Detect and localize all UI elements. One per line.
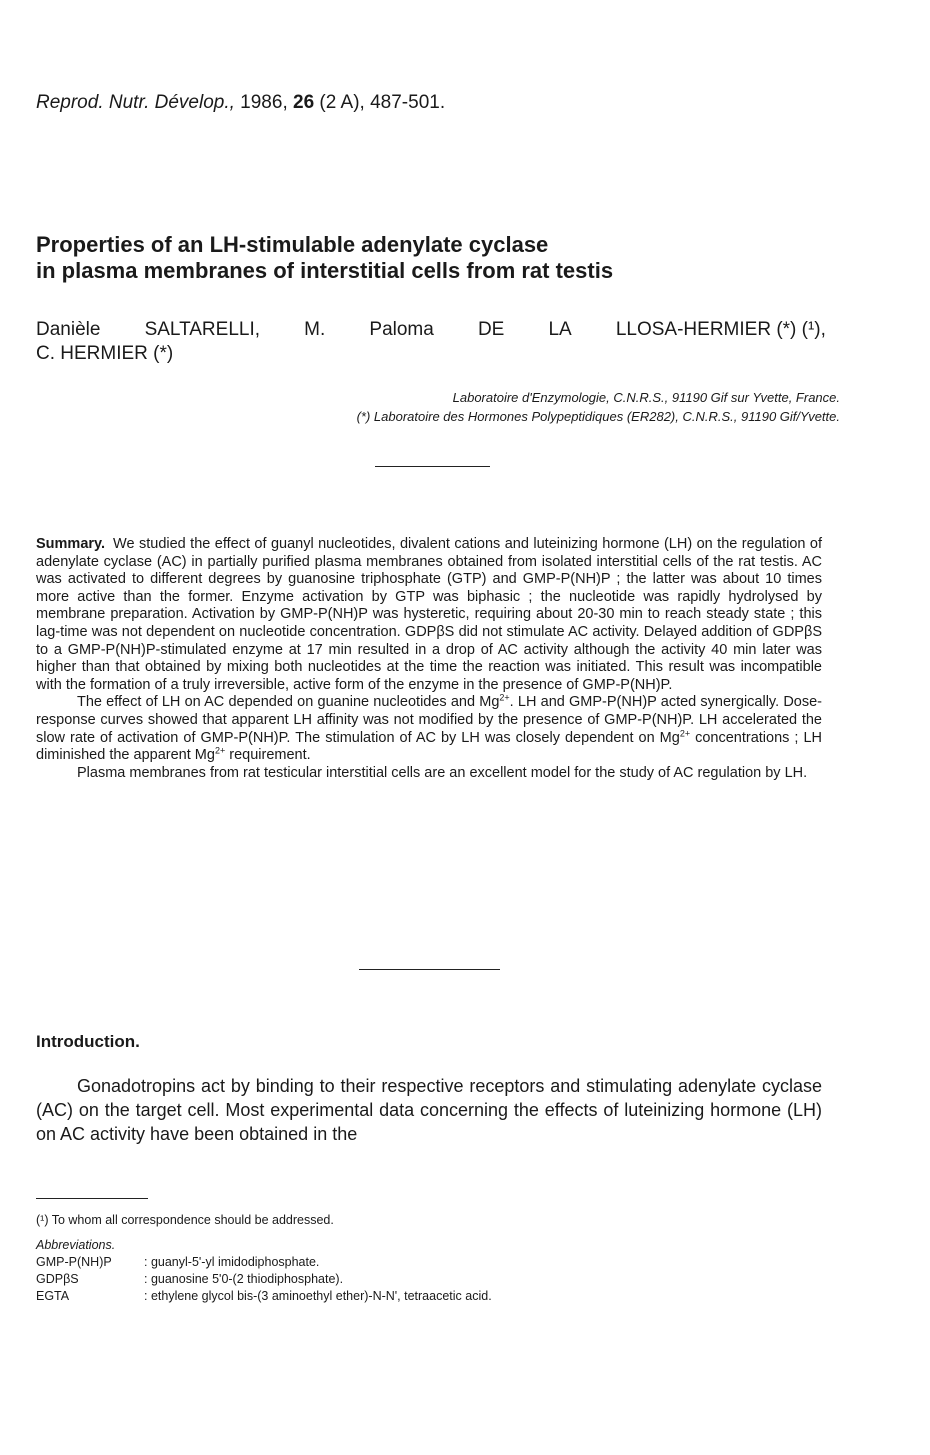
summary-text-1: We studied the effect of guanyl nucleotides, divalent cations and luteinizing hormone (LH) on the regulation of adenylate cyclase (AC) in partially purified plasma membranes obtained from isolated interstitial cells of the rat testis. AC was activated to different degrees by guanosine triphosphate (GTP) and GMP-P(NH)P ; the latter was about 10 times more active than the former. Enzyme activation by GTP was biphasic ; the nucleotide was rapidly hydrolysed by membrane preparation. Activation by GMP-P(NH)P was hysteretic, requiring about 20-30 min to reach steady state ; this lag-time was not dependent on nucleotide concentration. GDPβS did not stimulate AC activity. Delayed addition of GDPβS to a GMP-P(NH)P-stimulated enzyme at 17 min resulted in a drop of AC activity although the activity 40 min later was higher than that obtained by mixing both nucleotides at the time the reaction was initiated. This result was incompatible with the formation of a truly irreversible, active form of the enzyme in the presence of GMP-P(NH)P.	[36, 536, 822, 693]
title-line-1: Properties of an LH-stimulable adenylate cyclase	[36, 232, 549, 257]
author-word: SALTARELLI,	[144, 319, 261, 340]
section-divider	[359, 969, 500, 970]
author-word: LA	[548, 319, 572, 340]
abbreviations-heading: Abbreviations.	[36, 1238, 116, 1252]
footnote-divider	[36, 1198, 148, 1199]
authors-line-1	[36, 318, 826, 342]
journal-volume: 26	[293, 92, 315, 113]
journal-year: 1986,	[240, 92, 288, 113]
superscript: 2+	[499, 692, 510, 703]
abbreviation-term: EGTA	[36, 1289, 70, 1303]
affiliation-1: Laboratoire d'Enzymologie, C.N.R.S., 91190 Gif sur Yvette, France.	[452, 390, 840, 405]
summary-paragraph-1	[36, 536, 822, 694]
author-word: LLOSA-HERMIER (*) (¹),	[615, 319, 826, 340]
summary-text-2b: . LH and GMP-P(NH)P acted synergically. Dose-response curves showed that apparent LH affinity was not modified by the presence of GMP-P(NH)P. LH accelerated the slow rate of activation of GMP-P(NH)P. The stimulation of AC by LH was closely dependent on Mg	[36, 694, 822, 746]
superscript: 2+	[679, 728, 691, 739]
journal-reference	[36, 92, 445, 114]
affiliations	[160, 388, 840, 426]
title-line-2: in plasma membranes of interstitial cells from rat testis	[36, 258, 614, 283]
abbreviation-definition: : ethylene glycol bis-(3 aminoethyl ether)-N-N', tetraacetic acid.	[144, 1289, 492, 1303]
abbreviation-term: GMP-P(NH)P	[36, 1255, 112, 1269]
abbreviation-row	[36, 1271, 826, 1288]
summary-paragraph-3: Plasma membranes from rat testicular interstitial cells are an excellent model for the study of AC regulation by LH.	[77, 764, 808, 781]
summary-paragraph-2	[36, 694, 822, 764]
abbreviation-definition: : guanyl-5'-yl imidodiphosphate.	[144, 1255, 320, 1269]
summary	[36, 536, 822, 782]
authors-line-2: C. HERMIER (*)	[36, 343, 174, 364]
abbreviation-row	[36, 1254, 826, 1271]
introduction-text: Gonadotropins act by binding to their respective receptors and stimulating adenylate cyclase (AC) on the target cell. Most experimental data concerning the effects of luteinizing hormone (LH) on AC activity have been obtained in the	[36, 1076, 822, 1144]
footnotes	[36, 1212, 826, 1305]
summary-text-2a: The effect of LH on AC depended on guanine nucleotides and Mg	[77, 694, 500, 711]
superscript: 2+	[214, 745, 226, 756]
author-word: DE	[477, 319, 505, 340]
correspondence-footnote: (¹) To whom all correspondence should be addressed.	[36, 1213, 334, 1227]
author-word: M.	[304, 319, 326, 340]
author-word: Danièle	[36, 319, 101, 340]
affiliation-2: (*) Laboratoire des Hormones Polypeptidiques (ER282), C.N.R.S., 91190 Gif/Yvette.	[356, 409, 840, 424]
abbreviation-term: GDPβS	[36, 1272, 79, 1286]
journal-issue-pages: (2 A), 487-501.	[319, 92, 446, 113]
authors	[36, 318, 826, 366]
journal-name: Reprod. Nutr. Dévelop.,	[36, 92, 235, 113]
summary-text-2c: concentrations ; LH diminished the apparent Mg	[36, 729, 822, 764]
summary-text-2d: requirement.	[225, 747, 311, 764]
article-title	[36, 232, 856, 284]
summary-heading: Summary.	[36, 536, 106, 552]
introduction-heading: Introduction.	[36, 1032, 140, 1051]
section-divider	[375, 466, 490, 467]
author-word: Paloma	[369, 319, 434, 340]
abbreviation-definition: : guanosine 5'0-(2 thiodiphosphate).	[144, 1272, 344, 1286]
abbreviation-row	[36, 1288, 826, 1305]
